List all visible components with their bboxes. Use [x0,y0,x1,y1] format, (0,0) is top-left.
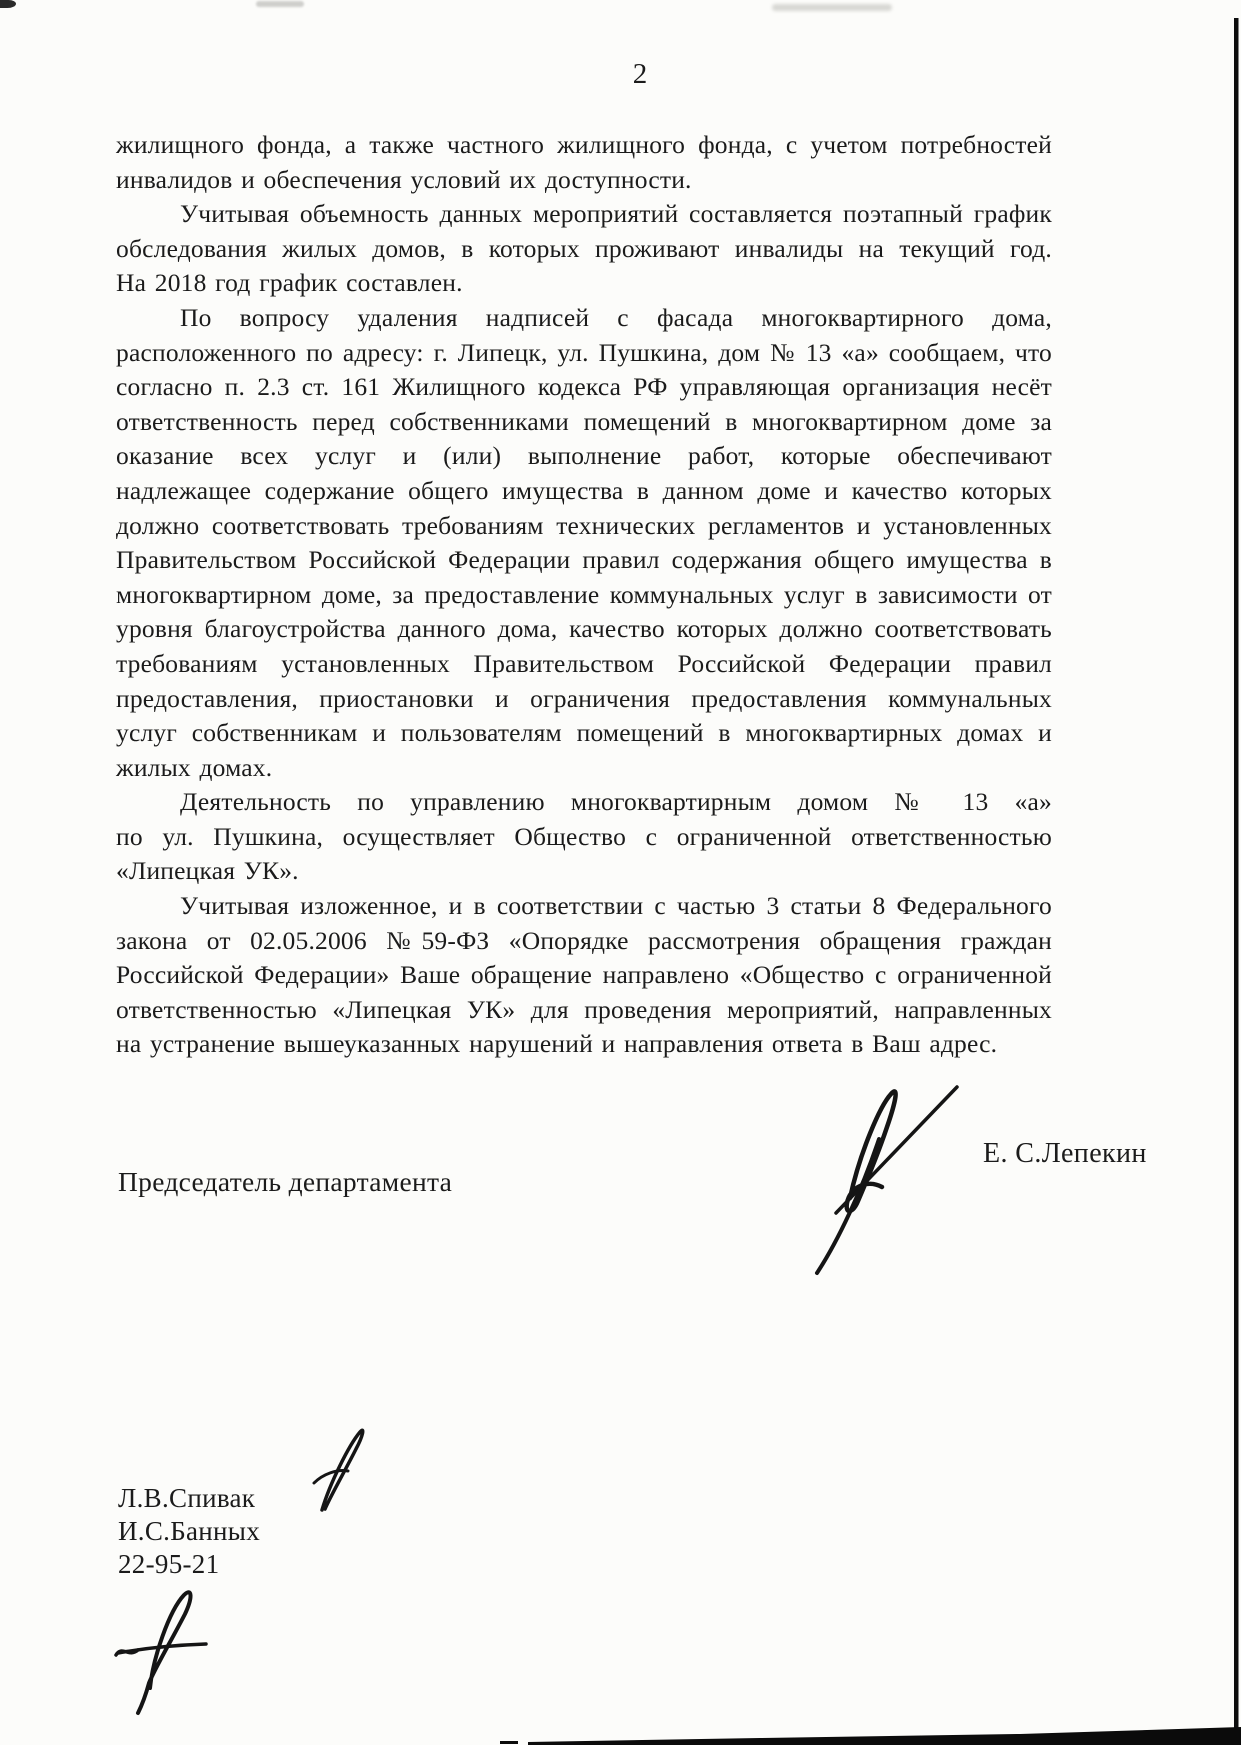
scan-artifact-top-smudge [256,1,304,7]
text-line: должно соответствовать требованиям технических регламентов и установленных [116,510,1052,540]
text-line: По вопросу удаления надписей с фасада многоквартирного дома, [180,302,1052,332]
text-line: жилых домах. [116,752,273,782]
text-line: «Липецкая УК». [116,856,299,886]
text-line: Учитывая объемность данных мероприятий составляется поэтапный график [180,199,1052,229]
text-line: услуг собственникам и пользователям помещений в многоквартирных домах и [116,718,1052,748]
text-line: Деятельность по управлению многоквартирным домом № 13 «а» [180,787,1052,817]
text-line: согласно п. 2.3 ст. 161 Жилищного кодекса РФ управляющая организация несёт [116,372,1052,402]
executor-name-1: Л.В.Спивак [118,1483,256,1513]
text-line: инвалидов и обеспечения условий их доступности. [116,164,692,194]
text-line: уровня благоустройства данного дома, качество которых должно соответствовать [116,614,1052,644]
signature-bottom-icon [116,1592,206,1713]
text-line: закона от 02.05.2006 №59-ФЗ «Опорядке рассмотрения обращения граждан [116,925,1052,955]
text-line: На 2018 год график составлен. [116,268,463,298]
text-line: оказание всех услуг и (или) выполнение работ, которые обеспечивают [116,441,1052,471]
footer-block [118,1482,260,1581]
text-line: Учитывая изложенное, и в соответствии с частью 3 статьи 8 Федерального [180,891,1052,921]
scan-artifact-top-left [0,0,16,8]
text-line: предоставления, приостановки и ограничения предоставления коммунальных [116,683,1052,713]
text-line: расположенного по адресу: г. Липецк, ул. Пушкина, дом № 13 «а» сообщаем, что [116,337,1052,367]
text-line: Российской Федерации» Ваше обращение направлено «Общество с ограниченной [116,960,1052,990]
letter-body [116,128,1052,1062]
text-line: жилищного фонда, а также частного жилищного фонда, с учетом потребностей [116,130,1052,159]
scan-artifact-top-smudge-2 [772,4,892,11]
executor-phone: 22-95-21 [118,1549,220,1579]
scan-artifact-right-edge [1234,18,1239,1732]
signer-title: Председатель департамента [118,1166,453,1197]
signature-spivak-icon [314,1430,363,1510]
text-line: обследования жилых домов, в которых проживают инвалиды на текущий год. [116,233,1052,263]
text-line: ответственность перед собственниками помещений в многоквартирном доме за [116,406,1052,436]
signature-lepekin-icon [817,1087,957,1273]
scan-artifact-bottom-bar [500,1727,1241,1745]
text-line: многоквартирном доме, за предоставление коммунальных услуг в зависимости от [116,579,1052,609]
signer-name: Е. С.Лепекин [983,1138,1147,1169]
text-line: Правительством Российской Федерации правил содержания общего имущества в [116,545,1052,575]
text-line: по ул. Пушкина, осуществляет Общество с ограниченной ответственностью [116,821,1052,851]
text-line: на устранение вышеуказанных нарушений и направления ответа в Ваш адрес. [116,1029,998,1059]
text-line: надлежащее содержание общего имущества в данном доме и качество которых [116,475,1052,505]
executor-name-2: И.С.Банных [118,1516,261,1546]
text-line: ответственностью «Липецкая УК» для проведения мероприятий, направленных [116,994,1052,1024]
text-line: требованиям установленных Правительством Российской Федерации правил [116,648,1052,678]
page-number: 2 [632,58,648,90]
